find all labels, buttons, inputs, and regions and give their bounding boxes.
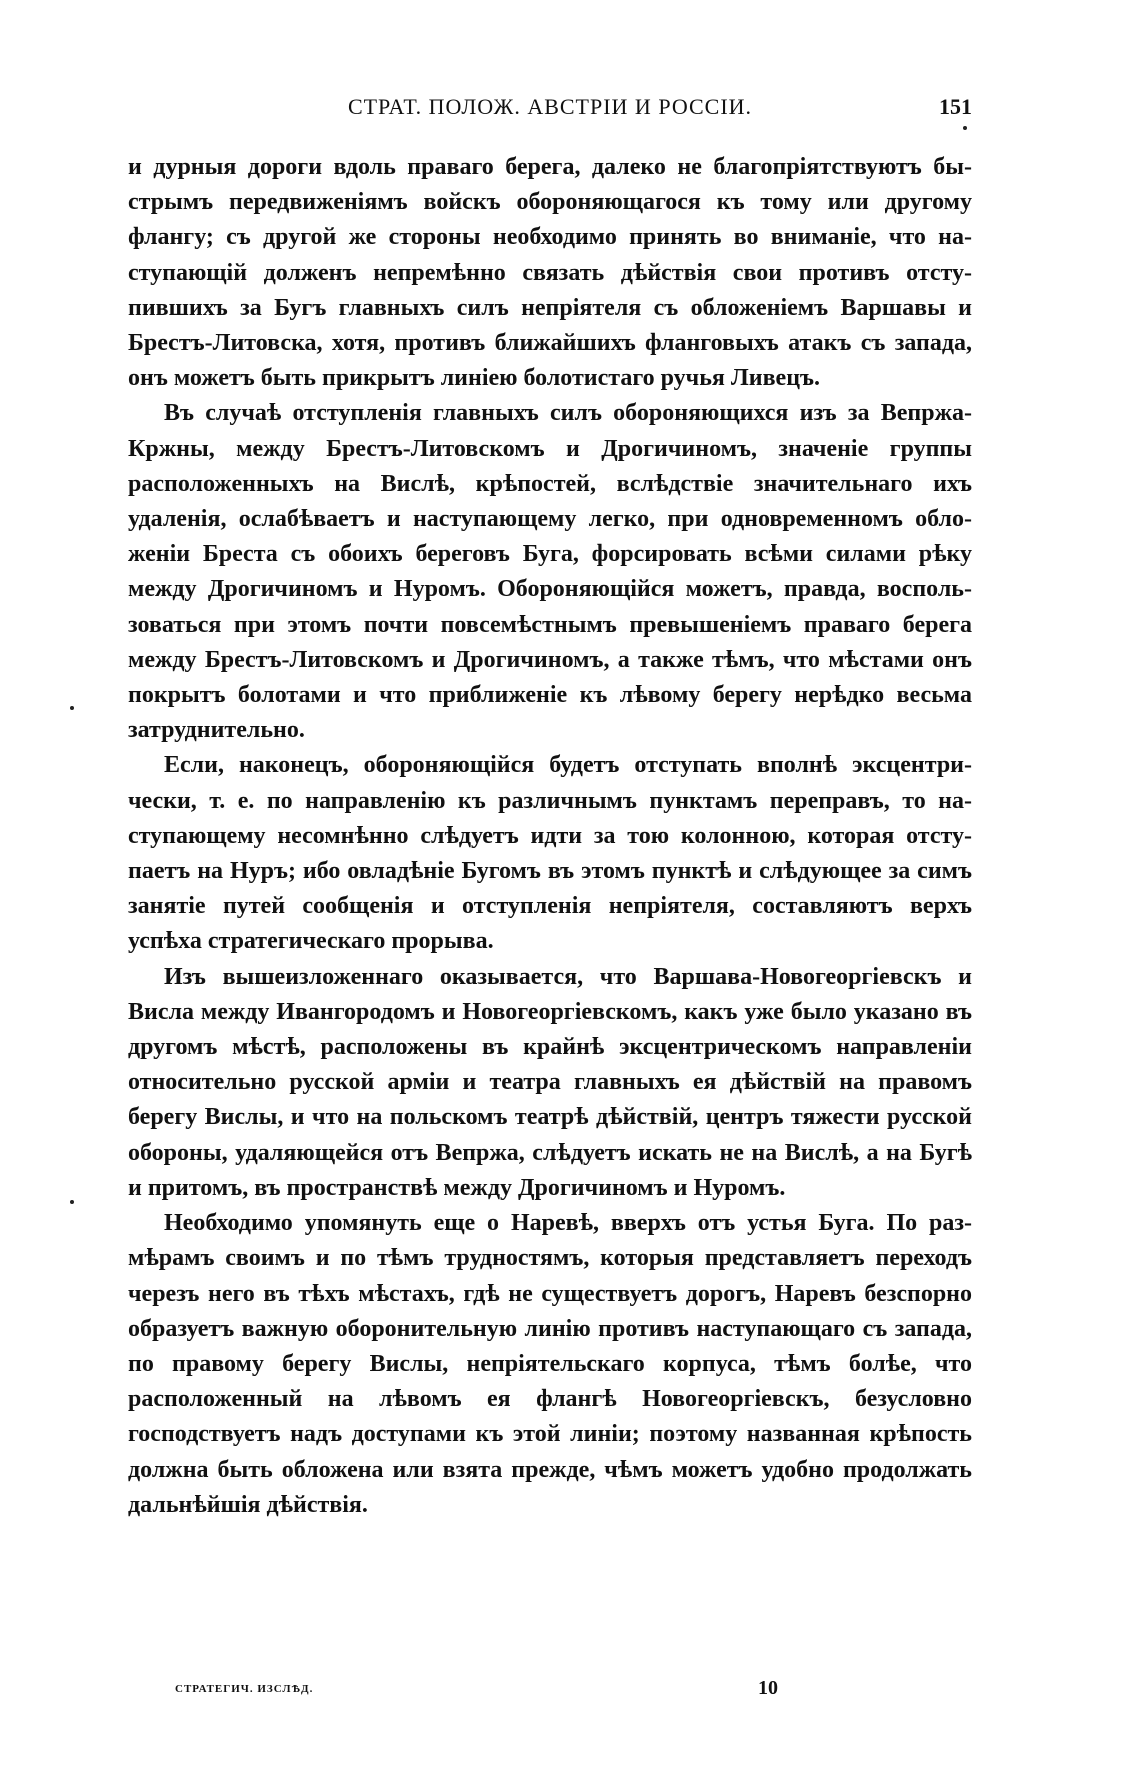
paragraph: Въ случаѣ отступленія главныхъ силъ обороняющихся изъ за Вепржа-Кржны, между Брестъ-Литовскомъ и Дрогичиномъ, значеніе группы расположенныхъ на Вислѣ, крѣпостей, вслѣдствіе значительнаго ихъ удаленія, ослабѣваетъ и наступающему легко, при одновременномъ обложеніи Бреста съ обоихъ береговъ Буга, форсировать всѣми силами рѣку между Дрогичиномъ и Нуромъ. Обороняющійся можетъ, правда, воспользоваться при этомъ почти повсемѣстнымъ превышеніемъ праваго берега между Брестъ-Литовскомъ и Дрогичиномъ, а также тѣмъ, что мѣстами онъ покрытъ болотами и что приближеніе къ лѣвому берегу нерѣдко весьма затруднительно. xyxy=(128,400,972,744)
paragraph: Изъ вышеизложеннаго оказывается, что Варшава-Новогеоргіевскъ и Висла между Ивангородомъ и Новогеоргіевскомъ, какъ уже было указано въ другомъ мѣстѣ, расположены въ крайнѣ эксцентрическомъ направленіи относительно русской арміи и театра главныхъ ея дѣйствій на правомъ берегу Вислы, и что на польскомъ театрѣ дѣйствій, центръ тяжести русской обороны, удаляющейся отъ Вепржа, слѣдуетъ искать не на Вислѣ, а на Бугѣ и притомъ, въ пространствѣ между Дрогичиномъ и Нуромъ. xyxy=(128,963,972,1201)
print-speck xyxy=(70,1200,74,1204)
print-speck xyxy=(70,706,74,710)
page-number: 151 xyxy=(939,94,972,119)
page-footer xyxy=(175,1677,935,1707)
running-head xyxy=(128,94,972,130)
signature-mark: СТРАТЕГИЧ. ИЗСЛѢД. xyxy=(175,1683,314,1695)
running-title: СТРАТ. ПОЛОЖ. АВСТРІИ И РОССІИ. xyxy=(347,94,753,119)
paragraph: Необходимо упомянуть еще о Наревѣ, вверхъ отъ устья Буга. По размѣрамъ своимъ и по тѣмъ трудностямъ, которыя представляетъ переходъ черезъ него въ тѣхъ мѣстахъ, гдѣ не существуетъ дорогъ, Наревъ безспорно образуетъ важную оборонительную линію противъ наступающаго съ запада, по правому берегу Вислы, непріятельскаго корпуса, тѣмъ болѣе, что расположенный на лѣвомъ ея флангѣ Новогеоргіевскъ, безусловно господствуетъ надъ доступами къ этой линіи; поэтому названная крѣпость должна быть обложена или взята прежде, чѣмъ можетъ удобно продолжать дальнѣйшія дѣйствія. xyxy=(128,1210,972,1518)
paragraph: Если, наконецъ, обороняющійся будетъ отступать вполнѣ эксцентрически, т. е. по направленію къ различнымъ пунктамъ переправъ, то наступающему несомнѣнно слѣдуетъ идти за тою колонною, которая отступаетъ на Нуръ; ибо овладѣніе Бугомъ въ этомъ пунктѣ и слѣдующее за симъ занятіе путей сообщенія и отступленія непріятеля, составляютъ верхъ успѣха стратегическаго прорыва. xyxy=(128,752,972,955)
paragraph-continuation: и дурныя дороги вдоль праваго берега, далеко не благопріятствуютъ быстрымъ передвиженіямъ войскъ обороняющагося къ тому или другому флангу; съ другой же стороны необходимо принять во вниманіе, что наступающій долженъ непремѣнно связать дѣйствія свои противъ отступившихъ за Бугъ главныхъ силъ непріятеля съ обложеніемъ Варшавы и Брестъ-Литовска, хотя, противъ ближайшихъ фланговыхъ атакъ съ запада, онъ можетъ быть прикрытъ линіею болотистаго ручья Ливецъ. xyxy=(128,154,972,392)
print-speck xyxy=(963,126,967,130)
body-text xyxy=(128,150,972,1523)
sheet-number: 10 xyxy=(758,1677,778,1699)
